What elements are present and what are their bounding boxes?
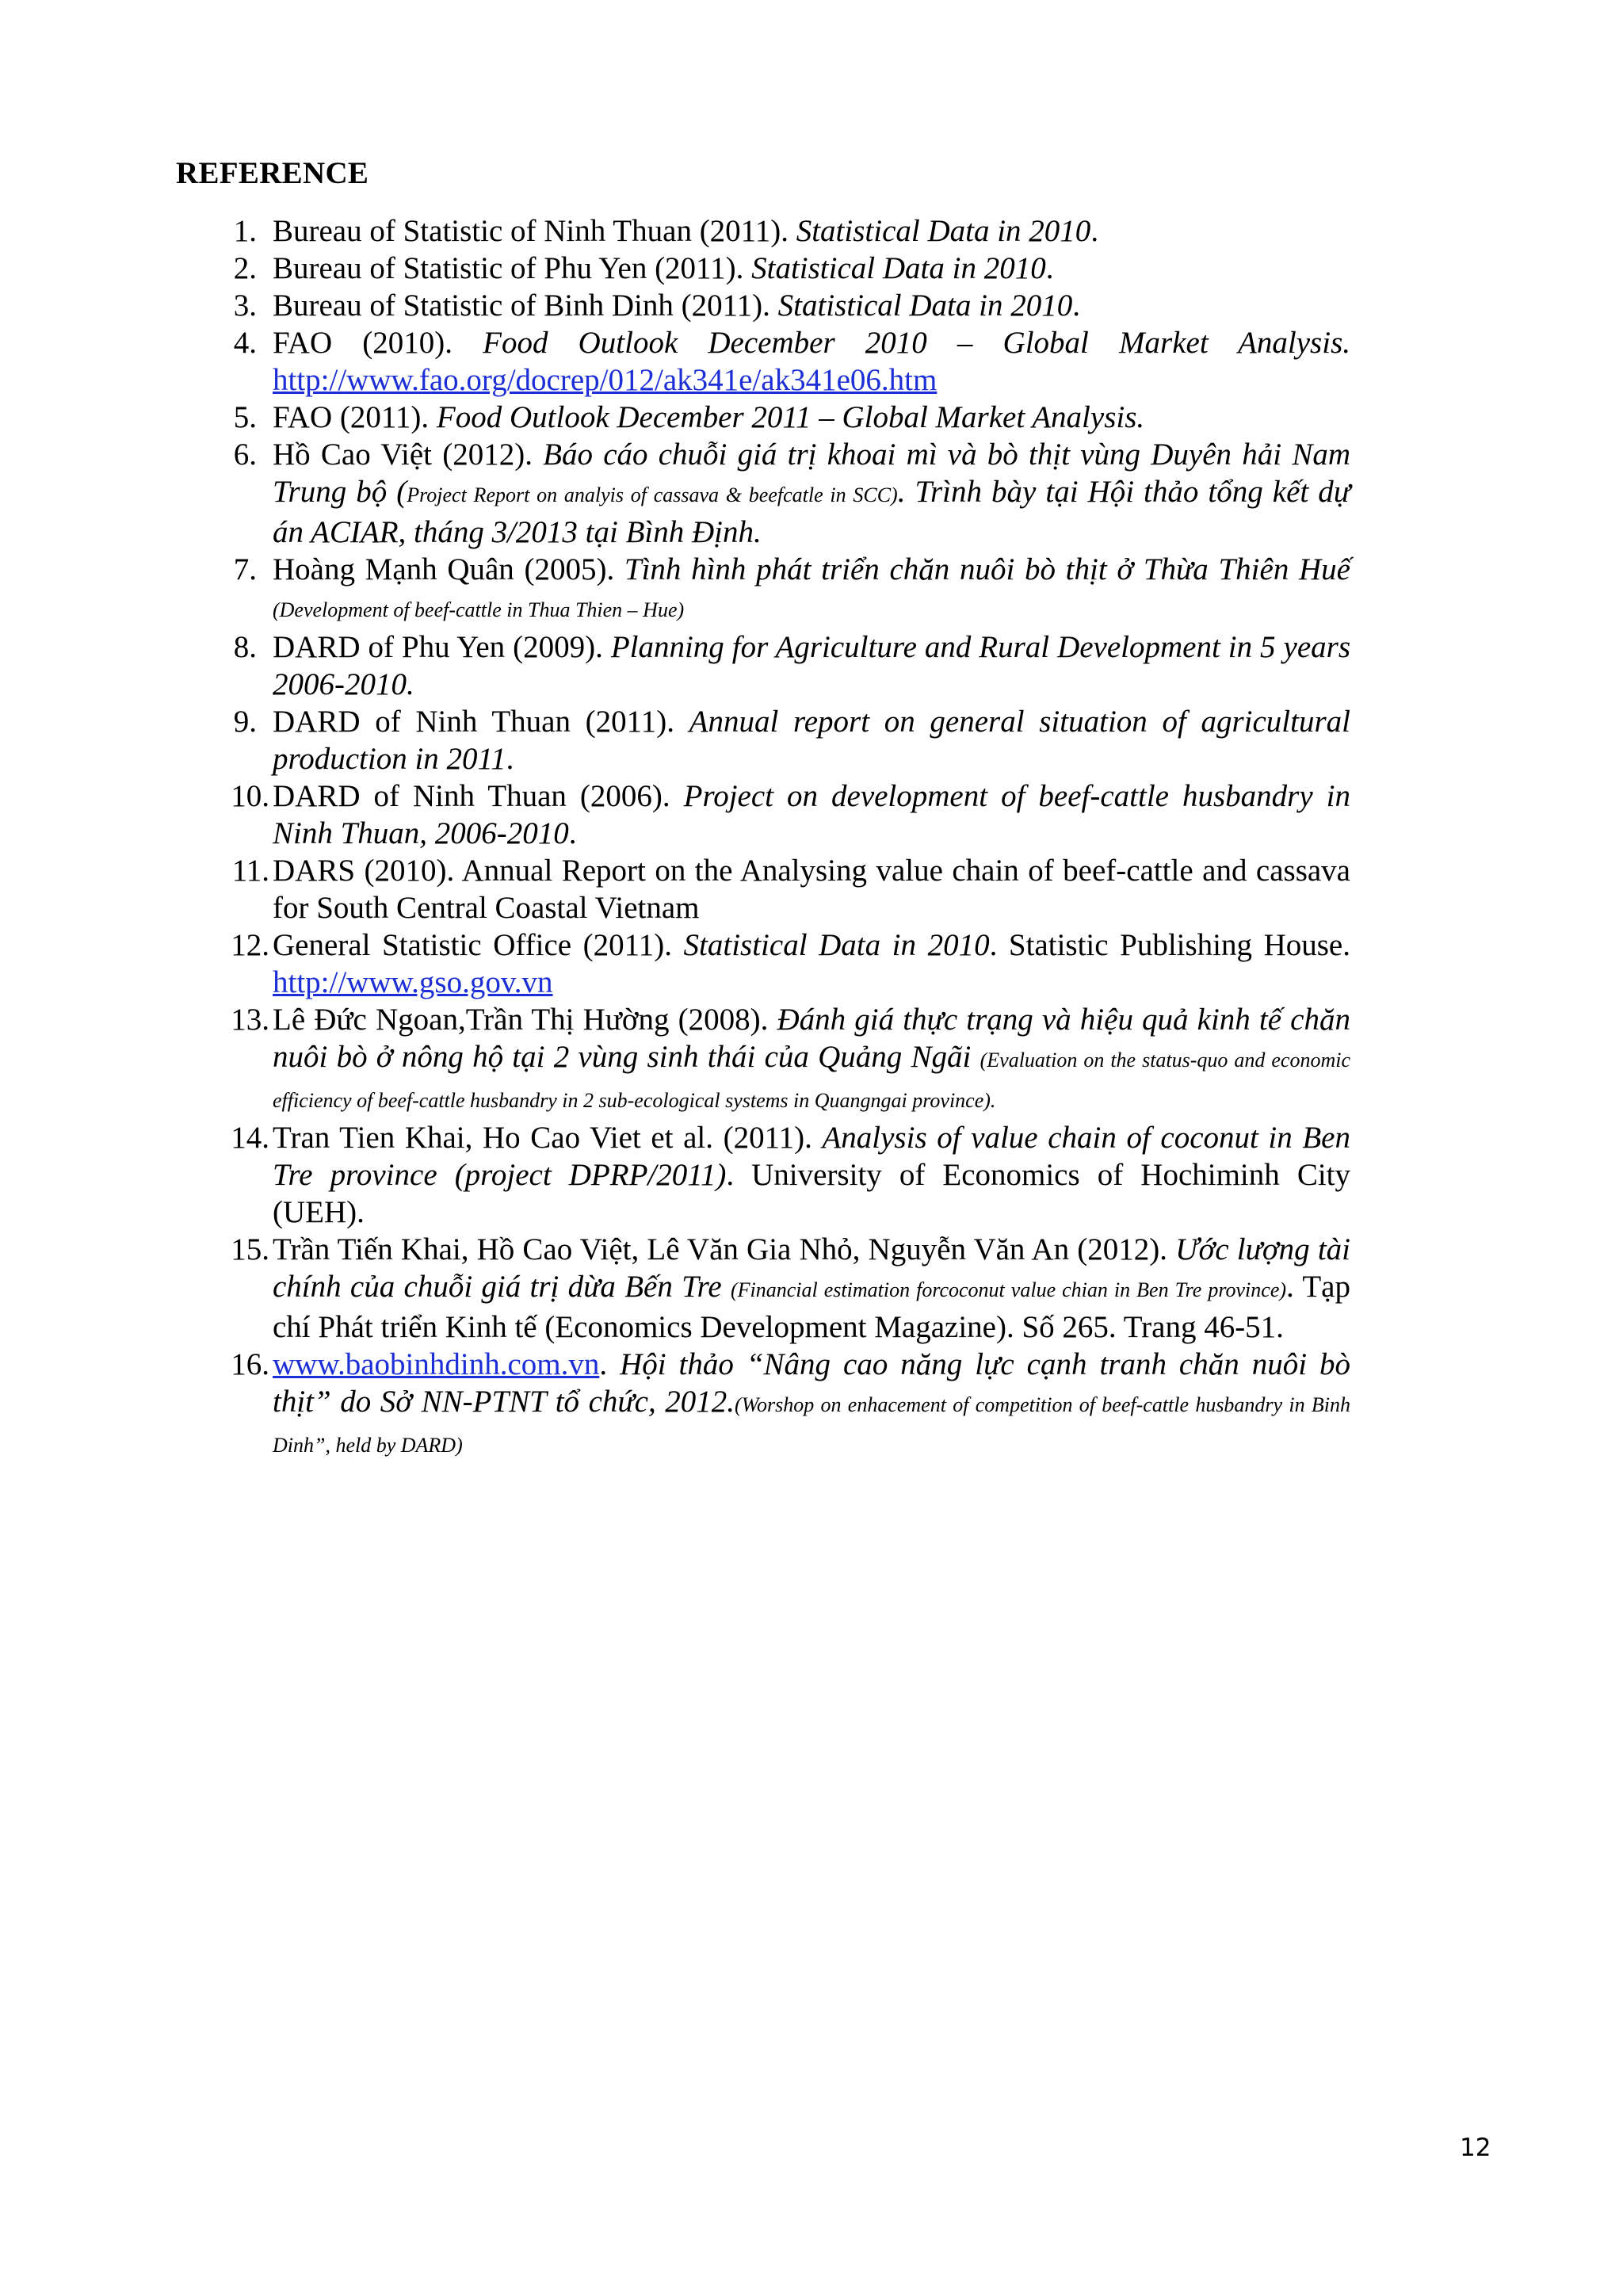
reference-text: (Evaluation on the status-quo and economic efficiency of beef-cattle husbandry in 2 sub-ecological systems in Quangngai province). [273, 1049, 1350, 1112]
reference-item [176, 287, 1350, 324]
reference-text: Bureau of Statistic of Binh Dinh (2011). [273, 288, 778, 323]
reference-text: Project Report on analyis of cassava & beefcatle in SCC) [407, 483, 898, 506]
reference-text: Project on development of beef-cattle husbandry in Ninh Thuan, 2006-2010 [273, 779, 1350, 850]
reference-item [176, 436, 1350, 551]
reference-text: DARD of Ninh Thuan (2011). [273, 705, 689, 739]
reference-text: (Worshop on enhacement of competition of beef-cattle husbandry in Binh Dinh”, held by DARD) [273, 1393, 1351, 1457]
reference-link[interactable]: www.baobinhdinh.com.vn [273, 1347, 600, 1381]
reference-item [176, 1231, 1350, 1346]
reference-number: 12. [231, 928, 269, 962]
reference-item [176, 703, 1350, 777]
reference-number: 5. [233, 400, 257, 434]
reference-link[interactable]: http://www.gso.gov.vn [273, 965, 553, 999]
reference-text: Ước lượng tài chính của chuỗi giá trị dừa Bến Tre [273, 1232, 1350, 1304]
reference-number: 16. [231, 1347, 269, 1381]
reference-text: Statistical Data in 2010 [751, 251, 1046, 285]
reference-number: 2. [233, 251, 257, 285]
reference-number: 14. [231, 1121, 269, 1155]
reference-text: . University of Economics of Hochiminh City (UEH). [273, 1158, 1350, 1229]
reference-text: General Statistic Office (2011). [273, 928, 684, 962]
reference-number: 10. [231, 779, 269, 813]
reference-text: . [506, 742, 514, 776]
reference-text: Food Outlook December 2011 – Global Market Analysis. [436, 400, 1145, 434]
reference-text: . [1045, 251, 1054, 285]
reference-item [176, 926, 1350, 1001]
reference-text: Hội thảo “Nâng cao năng lực cạnh tranh chăn nuôi bò thịt” do Sở NN-PTNT tổ chức, 2012. [273, 1347, 1351, 1419]
reference-text: . [1072, 288, 1080, 323]
reference-item [176, 777, 1350, 852]
reference-text: DARD of Ninh Thuan (2006). [273, 779, 684, 813]
reference-number: 13. [231, 1003, 269, 1037]
reference-text: FAO (2010). [273, 326, 483, 360]
reference-number: 3. [233, 288, 257, 323]
reference-item [176, 399, 1350, 436]
page-number: 12 [1460, 2134, 1491, 2162]
reference-text: Statistical Data in 2010 [777, 288, 1073, 323]
reference-text: DARD of Phu Yen (2009). [273, 630, 611, 664]
reference-item [176, 551, 1350, 628]
reference-number: 6. [233, 437, 257, 472]
reference-item [176, 1001, 1350, 1119]
reference-number: 4. [233, 326, 257, 360]
reference-text: Statistical Data in 2010 [683, 928, 990, 962]
reference-text: (Financial estimation forcoconut value chian in Ben Tre province) [730, 1278, 1287, 1301]
reference-text: . Trình bày tại Hội thảo tổng kết dự án ACIAR, tháng 3/2013 tại Bình Định. [273, 475, 1350, 549]
reference-text: Bureau of Statistic of Ninh Thuan (2011). [273, 214, 796, 248]
reference-text: . Tạp chí Phát triển Kinh tế (Economics Development Magazine). Số 265. Trang 46-51. [273, 1270, 1350, 1344]
reference-text: FAO (2011). [273, 400, 437, 434]
reference-item [176, 212, 1350, 250]
reference-text: Analysis of value chain of coconut in Ben Tre province (project DPRP/2011) [273, 1121, 1350, 1192]
reference-text: Hoàng Mạnh Quân (2005). [273, 552, 624, 586]
reference-link[interactable]: http://www.fao.org/docrep/012/ak341e/ak341e06.htm [273, 363, 938, 397]
references-heading: REFERENCE [176, 156, 369, 190]
reference-text: . Statistic Publishing House. [989, 928, 1350, 962]
reference-text: Food Outlook December 2010 – Global Market Analysis. [483, 326, 1350, 360]
reference-text: DARS (2010). Annual Report on the Analysing value chain of beef-cattle and cassava for South Central Coastal Vietnam [273, 854, 1350, 925]
reference-text: Trần Tiến Khai, Hồ Cao Việt, Lê Văn Gia Nhỏ, Nguyễn Văn An (2012). [273, 1232, 1176, 1266]
reference-number: 15. [231, 1232, 269, 1266]
reference-text: Bureau of Statistic of Phu Yen (2011). [273, 251, 752, 285]
reference-item [176, 852, 1350, 926]
reference-item [176, 250, 1350, 287]
reference-text: . [568, 816, 577, 850]
reference-text: Hồ Cao Việt (2012). [273, 437, 544, 472]
reference-text: Đánh giá thực trạng và hiệu quả kinh tế chăn nuôi bò ở nông hộ tại 2 vùng sinh thái của Quảng Ngãi [273, 1003, 1350, 1074]
reference-item [176, 628, 1350, 703]
reference-item [176, 1119, 1350, 1231]
reference-text: Statistical Data in 2010 [796, 214, 1091, 248]
reference-text: Báo cáo chuỗi giá trị khoai mì và bò thịt vùng Duyên hải Nam Trung bộ ( [273, 437, 1350, 509]
reference-text: (Development of beef-cattle in Thua Thien – Hue) [273, 598, 685, 621]
reference-number: 11. [231, 854, 269, 888]
reference-number: 9. [233, 705, 257, 739]
reference-number: 7. [233, 552, 257, 586]
reference-text: . [1090, 214, 1099, 248]
reference-text: Annual report on general situation of agricultural production in 2011 [273, 705, 1350, 776]
reference-number: 8. [233, 630, 257, 664]
reference-text: . [599, 1347, 621, 1381]
reference-list [176, 212, 1350, 1464]
reference-text: Tình hình phát triển chăn nuôi bò thịt ở Thừa Thiên Huế [624, 552, 1350, 586]
reference-text: Tran Tien Khai, Ho Cao Viet et al. (2011). [273, 1121, 823, 1155]
reference-text: Lê Đức Ngoan,Trần Thị Hường (2008). [273, 1003, 777, 1037]
reference-item [176, 324, 1350, 399]
reference-text: Planning for Agriculture and Rural Development in 5 years 2006-2010. [273, 630, 1350, 701]
reference-number: 1. [233, 214, 257, 248]
reference-item [176, 1346, 1350, 1464]
